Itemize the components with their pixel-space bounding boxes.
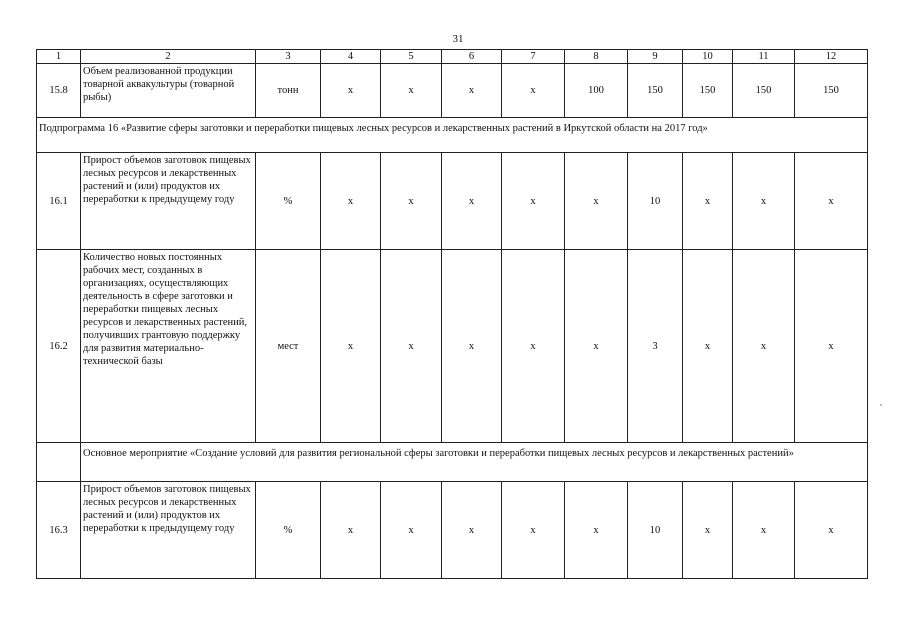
value-cell: x: [565, 482, 628, 579]
value-cell: x: [565, 153, 628, 250]
page-number: 31: [452, 33, 464, 45]
value-cell: x: [321, 482, 381, 579]
value-cell: x: [321, 153, 381, 250]
column-header: 3: [256, 50, 321, 64]
value-cell: x: [442, 64, 502, 118]
main-event-title: Основное мероприятие «Создание условий для развития региональной сферы заготовки и переработки пищевых лесных ресурсов и лекарственных растений»: [81, 443, 868, 482]
column-number-row: [37, 50, 868, 64]
column-header: 2: [81, 50, 256, 64]
value-cell: x: [381, 250, 442, 443]
value-cell: x: [442, 153, 502, 250]
subprogram-title: Подпрограмма 16 «Развитие сферы заготовки и переработки пищевых лесных ресурсов и лекарственных растений в Иркутской области на 2017 год»: [37, 118, 868, 153]
value-cell: x: [565, 250, 628, 443]
table-row-16-1: [37, 153, 868, 250]
unit-cell: %: [256, 482, 321, 579]
value-cell: x: [442, 482, 502, 579]
unit-cell: %: [256, 153, 321, 250]
column-header: 9: [628, 50, 683, 64]
column-header: 1: [37, 50, 81, 64]
value-cell: x: [795, 482, 868, 579]
unit-cell: мест: [256, 250, 321, 443]
value-cell: x: [795, 153, 868, 250]
main-event-row: [37, 443, 868, 482]
value-cell: x: [733, 482, 795, 579]
indicator-description: Объем реализованной продукции товарной аквакультуры (товарной рыбы): [81, 64, 256, 118]
value-cell: 3: [628, 250, 683, 443]
indicators-table: [36, 49, 868, 579]
column-header: 11: [733, 50, 795, 64]
value-cell: x: [683, 153, 733, 250]
value-cell: x: [442, 250, 502, 443]
column-header: 6: [442, 50, 502, 64]
indicator-description: Прирост объемов заготовок пищевых лесных ресурсов и лекарственных растений и (или) продуктов их переработки к предыдущему году: [81, 482, 256, 579]
column-header: 7: [502, 50, 565, 64]
scan-speck: [880, 404, 882, 406]
value-cell: x: [321, 64, 381, 118]
column-header: 12: [795, 50, 868, 64]
value-cell: x: [381, 153, 442, 250]
table-row-16-3: [37, 482, 868, 579]
value-cell: x: [502, 250, 565, 443]
column-header: 5: [381, 50, 442, 64]
value-cell: x: [381, 482, 442, 579]
row-number: 15.8: [37, 64, 81, 118]
value-cell: 10: [628, 153, 683, 250]
row-number: 16.3: [37, 482, 81, 579]
column-header: 4: [321, 50, 381, 64]
subprogram-row: [37, 118, 868, 153]
value-cell: x: [502, 153, 565, 250]
value-cell: 150: [683, 64, 733, 118]
value-cell: 150: [795, 64, 868, 118]
value-cell: x: [321, 250, 381, 443]
row-number: 16.2: [37, 250, 81, 443]
column-header: 10: [683, 50, 733, 64]
blank-cell: [37, 443, 81, 482]
indicator-description: Количество новых постоянных рабочих мест, созданных в организациях, осуществляющих деятельность в сфере заготовки и переработки пищевых лесных ресурсов и лекарственных растений, получивших грантовую поддержку для развития материально-технической базы: [81, 250, 256, 443]
value-cell: x: [381, 64, 442, 118]
value-cell: x: [733, 153, 795, 250]
value-cell: x: [502, 482, 565, 579]
value-cell: x: [733, 250, 795, 443]
value-cell: x: [683, 482, 733, 579]
table-row-15-8: [37, 64, 868, 118]
unit-cell: тонн: [256, 64, 321, 118]
value-cell: x: [795, 250, 868, 443]
row-number: 16.1: [37, 153, 81, 250]
indicator-description: Прирост объемов заготовок пищевых лесных ресурсов и лекарственных растений и (или) продуктов их переработки к предыдущему году: [81, 153, 256, 250]
value-cell: x: [502, 64, 565, 118]
value-cell: 150: [628, 64, 683, 118]
value-cell: 10: [628, 482, 683, 579]
value-cell: 100: [565, 64, 628, 118]
value-cell: x: [683, 250, 733, 443]
column-header: 8: [565, 50, 628, 64]
table-row-16-2: [37, 250, 868, 443]
value-cell: 150: [733, 64, 795, 118]
